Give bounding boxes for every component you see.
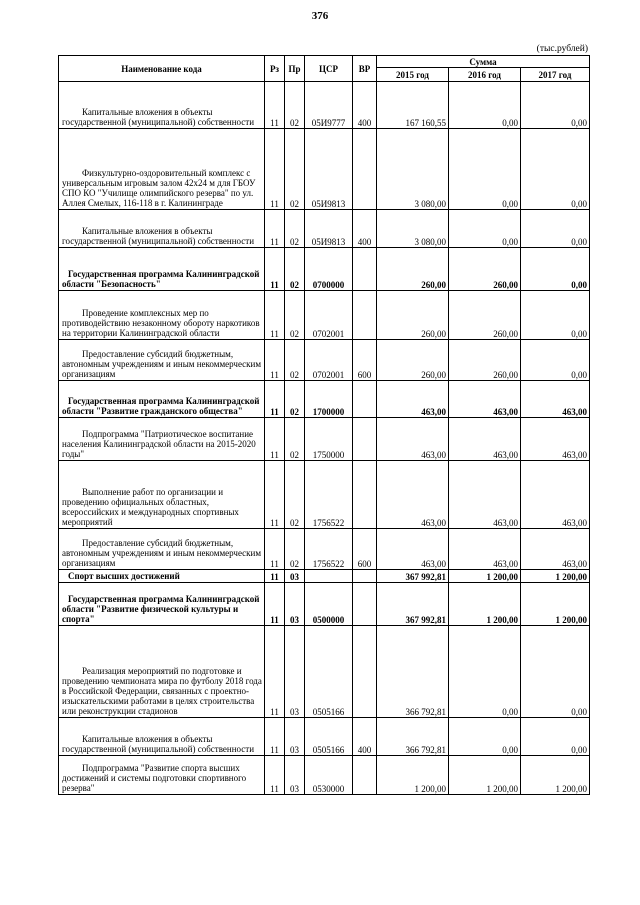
budget-table (58, 55, 590, 795)
table-row (59, 291, 590, 340)
header-2015: 2015 год (377, 68, 449, 82)
csr-cell: 0700000 (305, 248, 353, 291)
csr-cell: 1700000 (305, 381, 353, 418)
sum-2017-cell: 463,00 (521, 418, 590, 461)
row-name-text: Физкультурно-оздоровительный комплекс с универсальным игровым залом 42х24 м для ГБОУ СПО КО "Училище олимпийского резерва" по ул. Аллея Смелых, 116-118 в г. Калининграде (62, 168, 256, 208)
rz-cell: 11 (265, 570, 285, 583)
row-name-text: Государственная программа Калининградской области "Развитие гражданского общества" (62, 396, 260, 416)
rz-cell: 11 (265, 210, 285, 248)
sum-2015-cell: 366 792,81 (377, 718, 449, 756)
header-pr: Пр (285, 56, 305, 82)
name-cell (59, 129, 265, 210)
row-name-text: Капитальные вложения в объекты государственной (муниципальной) собственности (62, 107, 255, 127)
sum-2015-cell: 260,00 (377, 291, 449, 340)
sum-2015-cell: 463,00 (377, 381, 449, 418)
page-number: 376 (311, 10, 329, 22)
table-row (59, 570, 590, 583)
sum-2017-cell: 0,00 (521, 129, 590, 210)
row-name-text: Реализация мероприятий по подготовке и проведению чемпионата мира по футболу 2018 года в Российской Федерации, связанных с проектно-изыскательскими работами в целях строительства или реконструкции стадионов (62, 666, 262, 716)
name-cell (59, 756, 265, 795)
pr-cell: 02 (285, 418, 305, 461)
pr-cell: 02 (285, 210, 305, 248)
vr-cell (353, 381, 377, 418)
sum-2015-cell: 260,00 (377, 248, 449, 291)
vr-cell (353, 583, 377, 626)
vr-cell: 600 (353, 340, 377, 381)
sum-2016-cell: 0,00 (449, 626, 521, 718)
name-cell (59, 381, 265, 418)
vr-cell: 400 (353, 718, 377, 756)
sum-2017-cell: 0,00 (521, 718, 590, 756)
header-2017: 2017 год (521, 68, 590, 82)
table-row (59, 418, 590, 461)
sum-2016-cell: 463,00 (449, 418, 521, 461)
row-name-text: Подпрограмма "Патриотическое воспитание населения Калининградской области на 2015-2020 годы" (62, 429, 256, 459)
sum-2017-cell: 1 200,00 (521, 570, 590, 583)
name-cell (59, 82, 265, 129)
header-vr: ВР (353, 56, 377, 82)
row-name-text: Капитальные вложения в объекты государственной (муниципальной) собственности (62, 734, 255, 754)
pr-cell: 02 (285, 461, 305, 529)
csr-cell: 0702001 (305, 291, 353, 340)
sum-2016-cell: 463,00 (449, 381, 521, 418)
row-name-text: Предоставление субсидий бюджетным, автономным учреждениям и иным некоммерческим организациям (62, 349, 262, 379)
table-body (59, 82, 590, 795)
csr-cell: 0505166 (305, 718, 353, 756)
table-row (59, 129, 590, 210)
vr-cell (353, 291, 377, 340)
pr-cell: 03 (285, 718, 305, 756)
name-cell (59, 570, 265, 583)
row-name-text: Капитальные вложения в объекты государственной (муниципальной) собственности (62, 226, 255, 246)
sum-2017-cell: 463,00 (521, 461, 590, 529)
rz-cell: 11 (265, 461, 285, 529)
vr-cell (353, 461, 377, 529)
row-name-text: Предоставление субсидий бюджетным, автономным учреждениям и иным некоммерческим организациям (62, 538, 262, 568)
csr-cell (305, 570, 353, 583)
pr-cell: 03 (285, 570, 305, 583)
sum-2015-cell: 463,00 (377, 461, 449, 529)
table-row (59, 248, 590, 291)
name-cell (59, 529, 265, 570)
sum-2015-cell: 3 080,00 (377, 129, 449, 210)
vr-cell (353, 129, 377, 210)
name-cell (59, 583, 265, 626)
sum-2015-cell: 367 992,81 (377, 583, 449, 626)
rz-cell: 11 (265, 626, 285, 718)
row-name-text: Подпрограмма "Развитие спорта высших достижений и системы подготовки спортивного резерва" (62, 763, 247, 793)
rz-cell: 11 (265, 583, 285, 626)
rz-cell: 11 (265, 418, 285, 461)
sum-2017-cell: 0,00 (521, 248, 590, 291)
row-name-text: Государственная программа Калининградской области "Развитие физической культуры и спорта" (62, 594, 260, 624)
rz-cell: 11 (265, 718, 285, 756)
rz-cell: 11 (265, 756, 285, 795)
sum-2017-cell: 463,00 (521, 529, 590, 570)
row-name-text: Выполнение работ по организации и проведению официальных областных, всероссийских и международных спортивных мероприятий (62, 487, 239, 527)
name-cell (59, 718, 265, 756)
csr-cell: 1750000 (305, 418, 353, 461)
pr-cell: 02 (285, 381, 305, 418)
sum-2016-cell: 1 200,00 (449, 570, 521, 583)
sum-2016-cell: 260,00 (449, 248, 521, 291)
sum-2017-cell: 0,00 (521, 210, 590, 248)
pr-cell: 02 (285, 129, 305, 210)
name-cell (59, 461, 265, 529)
sum-2015-cell: 3 080,00 (377, 210, 449, 248)
sum-2017-cell: 0,00 (521, 340, 590, 381)
sum-2016-cell: 1 200,00 (449, 756, 521, 795)
pr-cell: 03 (285, 583, 305, 626)
pr-cell: 02 (285, 82, 305, 129)
row-name-text: Спорт высших достижений (68, 571, 180, 581)
sum-2016-cell: 463,00 (449, 461, 521, 529)
name-cell (59, 210, 265, 248)
csr-cell: 05И9813 (305, 129, 353, 210)
sum-2016-cell: 0,00 (449, 210, 521, 248)
table-row (59, 718, 590, 756)
sum-2017-cell: 0,00 (521, 626, 590, 718)
sum-2016-cell: 0,00 (449, 82, 521, 129)
table-row (59, 461, 590, 529)
csr-cell: 05И9813 (305, 210, 353, 248)
sum-2015-cell: 366 792,81 (377, 626, 449, 718)
sum-2016-cell: 1 200,00 (449, 583, 521, 626)
table-row (59, 583, 590, 626)
sum-2015-cell: 463,00 (377, 418, 449, 461)
csr-cell: 1756522 (305, 461, 353, 529)
table-row (59, 210, 590, 248)
vr-cell: 400 (353, 210, 377, 248)
pr-cell: 02 (285, 529, 305, 570)
pr-cell: 02 (285, 248, 305, 291)
sum-2017-cell: 1 200,00 (521, 583, 590, 626)
sum-2016-cell: 0,00 (449, 718, 521, 756)
table-row (59, 340, 590, 381)
vr-cell: 600 (353, 529, 377, 570)
name-cell (59, 340, 265, 381)
vr-cell (353, 248, 377, 291)
header-rz: Рз (265, 56, 285, 82)
row-name-text: Государственная программа Калининградской области "Безопасность" (62, 269, 260, 289)
csr-cell: 1756522 (305, 529, 353, 570)
table-row (59, 381, 590, 418)
vr-cell (353, 756, 377, 795)
rz-cell: 11 (265, 381, 285, 418)
sum-2016-cell: 260,00 (449, 291, 521, 340)
csr-cell: 0530000 (305, 756, 353, 795)
csr-cell: 0505166 (305, 626, 353, 718)
csr-cell: 0500000 (305, 583, 353, 626)
name-cell (59, 248, 265, 291)
sum-2015-cell: 463,00 (377, 529, 449, 570)
sum-2015-cell: 1 200,00 (377, 756, 449, 795)
sum-2017-cell: 1 200,00 (521, 756, 590, 795)
rz-cell: 11 (265, 529, 285, 570)
sum-2015-cell: 167 160,55 (377, 82, 449, 129)
row-name-text: Проведение комплексных мер по противодействию незаконному обороту наркотиков на территории Калининградской области (62, 308, 260, 338)
pr-cell: 03 (285, 626, 305, 718)
vr-cell (353, 570, 377, 583)
rz-cell: 11 (265, 82, 285, 129)
sum-2017-cell: 463,00 (521, 381, 590, 418)
sum-2016-cell: 0,00 (449, 129, 521, 210)
header-sum: Сумма (377, 56, 590, 68)
name-cell (59, 418, 265, 461)
vr-cell (353, 626, 377, 718)
sum-2016-cell: 260,00 (449, 340, 521, 381)
table-row (59, 626, 590, 718)
sum-2017-cell: 0,00 (521, 82, 590, 129)
table-row (59, 529, 590, 570)
pr-cell: 03 (285, 756, 305, 795)
header-name: Наименование кода (59, 56, 265, 82)
pr-cell: 02 (285, 291, 305, 340)
rz-cell: 11 (265, 291, 285, 340)
table-row (59, 756, 590, 795)
csr-cell: 0702001 (305, 340, 353, 381)
sum-2015-cell: 367 992,81 (377, 570, 449, 583)
pr-cell: 02 (285, 340, 305, 381)
sum-2017-cell: 0,00 (521, 291, 590, 340)
header-2016: 2016 год (449, 68, 521, 82)
name-cell (59, 291, 265, 340)
vr-cell (353, 418, 377, 461)
rz-cell: 11 (265, 340, 285, 381)
units-note: (тыс.рублей) (536, 44, 588, 54)
vr-cell: 400 (353, 82, 377, 129)
sum-2016-cell: 463,00 (449, 529, 521, 570)
rz-cell: 11 (265, 129, 285, 210)
table-row (59, 82, 590, 129)
rz-cell: 11 (265, 248, 285, 291)
header-csr: ЦСР (305, 56, 353, 82)
sum-2015-cell: 260,00 (377, 340, 449, 381)
name-cell (59, 626, 265, 718)
csr-cell: 05И9777 (305, 82, 353, 129)
